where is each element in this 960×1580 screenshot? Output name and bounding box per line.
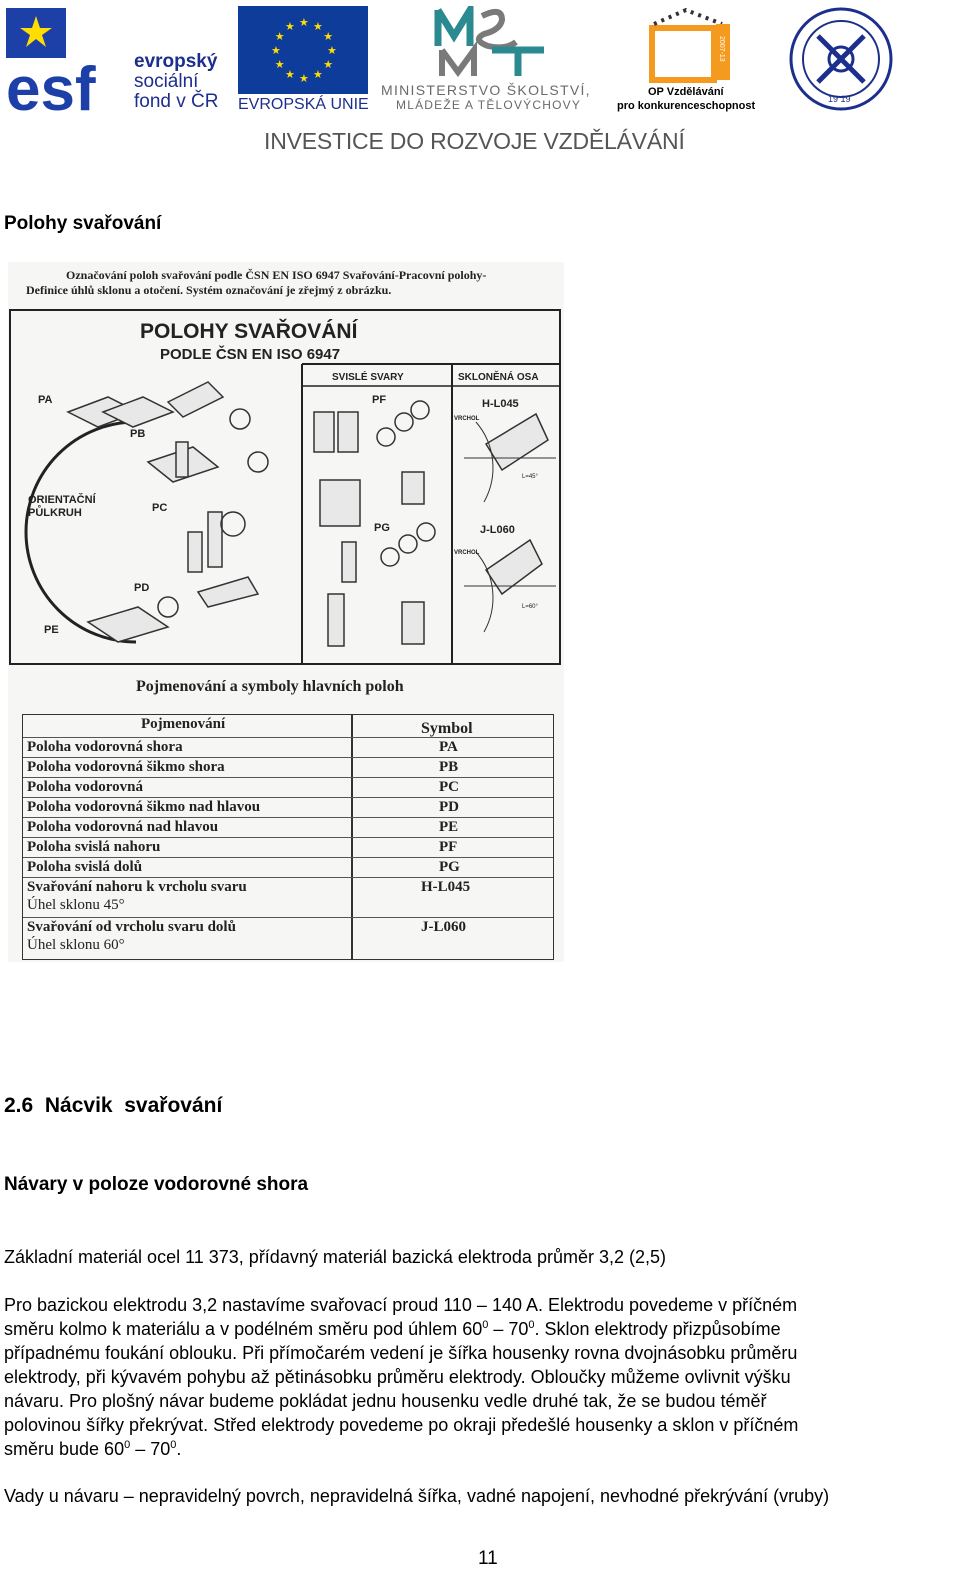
esf-line1: evropský bbox=[134, 51, 218, 72]
table-row-name: Poloha svislá nahoru bbox=[27, 839, 161, 855]
degree-sup: 0 bbox=[528, 1319, 535, 1331]
eu-star-icon: ★ bbox=[299, 17, 309, 29]
para-line-1: Pro bazickou elektrodu 3,2 nastavíme svařovací proud 110 – 140 A. Elektrodu povedeme v příčném bbox=[4, 1295, 798, 1315]
diagram-title-line1: POLOHY SVAŘOVÁNÍ bbox=[140, 320, 358, 343]
para-line-2b: – 70 bbox=[488, 1319, 529, 1339]
label-pe: PE bbox=[44, 624, 59, 636]
label-vrchol-2: VRCHOL bbox=[454, 550, 480, 556]
table-row-angle: Úhel sklonu 45° bbox=[27, 897, 125, 913]
paragraph-defects: Vady u návaru – nepravidelný povrch, nepravidelná šířka, vadné napojení, nevhodné překrývání (vruby) bbox=[4, 1486, 830, 1506]
eu-star-icon: ★ bbox=[285, 69, 295, 82]
para-line-3: případnému foukání oblouku. Při přímočarém vedení je šířka housenky rovna dvojnásobku průměru bbox=[4, 1343, 798, 1363]
half-circle-label: ORIENTAČNÍ PŮLKRUH bbox=[28, 494, 96, 519]
table-row-symbol: PE bbox=[439, 819, 459, 835]
section-heading-2-6: 2.6 Nácvik svařování bbox=[4, 1094, 223, 1117]
paragraph-material: Základní materiál ocel 11 373, přídavný materiál bazická elektroda průměr 3,2 (2,5) bbox=[4, 1247, 666, 1267]
table-row-angle: Úhel sklonu 60° bbox=[27, 937, 125, 953]
eu-star-icon: ★ bbox=[285, 20, 295, 33]
op-name-line1: OP Vzdělávání bbox=[648, 86, 724, 98]
table-row-symbol: PA bbox=[439, 739, 458, 755]
esf-line2: sociální bbox=[134, 71, 199, 92]
eu-star-icon: ★ bbox=[313, 69, 323, 82]
eu-star-icon: ★ bbox=[327, 45, 337, 57]
para-line-5: návaru. Pro plošný návar budeme pokládat jednu housenku vedle druhé tak, že se budou téměř bbox=[4, 1391, 767, 1411]
diagram-title-line2: PODLE ČSN EN ISO 6947 bbox=[160, 346, 341, 363]
para-line-2 bbox=[4, 1317, 954, 1341]
table-header-name: Pojmenování bbox=[141, 716, 226, 732]
investice-banner: INVESTICE DO ROZVOJE VZDĚLÁVÁNÍ bbox=[264, 128, 685, 154]
label-pb: PB bbox=[130, 428, 146, 440]
label-pf: PF bbox=[372, 394, 387, 406]
para-line-2a: směru kolmo k materiálu a v podélném směru pod úhlem 60 bbox=[4, 1319, 483, 1339]
table-row-symbol: J-L060 bbox=[421, 919, 466, 935]
eu-star-icon: ★ bbox=[274, 31, 285, 43]
col-vertical-welds: SVISLÉ SVARY bbox=[332, 372, 404, 383]
eu-flag-logo bbox=[238, 6, 368, 94]
eu-star-icon: ★ bbox=[299, 73, 309, 85]
label-j-l060: J-L060 bbox=[480, 524, 515, 536]
table-header-symbol: Symbol bbox=[421, 720, 473, 737]
label-pc: PC bbox=[152, 502, 168, 514]
table-row-name: Poloha svislá dolů bbox=[27, 859, 143, 875]
table-row-symbol: PF bbox=[439, 839, 458, 855]
table-row-name: Poloha vodorovná shora bbox=[27, 739, 183, 755]
table-caption: Pojmenování a symboly hlavních poloh bbox=[136, 678, 404, 695]
msmt-logo bbox=[432, 6, 548, 78]
degree-sup: 0 bbox=[482, 1319, 489, 1331]
eu-star-icon: ★ bbox=[313, 20, 323, 33]
scan-intro-line1: Označování poloh svařování podle ČSN EN ISO 6947 Svařování-Pracovní polohy- bbox=[66, 268, 487, 282]
page-number: 11 bbox=[478, 1548, 498, 1569]
school-seal-logo bbox=[788, 6, 894, 112]
esf-caption bbox=[134, 52, 218, 112]
positions-table bbox=[22, 714, 554, 960]
col-inclined-axis: SKLONĚNÁ OSA bbox=[458, 372, 539, 383]
table-row-name: Poloha vodorovná šikmo nad hlavou bbox=[27, 799, 261, 815]
scan-intro-line2: Definice úhlů sklonu a otočení. Systém označování je zřejmý z obrázku. bbox=[26, 283, 392, 297]
subheading-navary: Návary v poloze vodorovné shora bbox=[4, 1174, 309, 1195]
table-row-name: Svařování od vrcholu svaru dolů bbox=[27, 919, 236, 935]
op-logo bbox=[640, 6, 736, 86]
degree-sup: 0 bbox=[170, 1439, 177, 1451]
esf-logo bbox=[4, 6, 128, 114]
esf-mark-text: esf bbox=[6, 55, 96, 114]
para-line-7c: . bbox=[176, 1439, 182, 1459]
welding-positions-scan bbox=[8, 262, 564, 962]
table-row-name: Poloha vodorovná šikmo shora bbox=[27, 759, 225, 775]
table-row-name: Poloha vodorovná bbox=[27, 779, 143, 795]
label-pa: PA bbox=[38, 394, 53, 406]
table-row-symbol: H-L045 bbox=[421, 879, 471, 895]
table-row-symbol: PG bbox=[439, 859, 460, 875]
eu-star-icon: ★ bbox=[274, 59, 285, 71]
seal-year: 19 19 bbox=[828, 94, 851, 104]
label-pd: PD bbox=[134, 582, 150, 594]
eu-caption: EVROPSKÁ UNIE bbox=[238, 96, 369, 113]
label-angle-60: L=60° bbox=[522, 604, 538, 610]
op-years: 2007-13 bbox=[718, 36, 725, 62]
esf-line3: fond v ČR bbox=[134, 91, 219, 112]
msmt-name-line1: MINISTERSTVO ŠKOLSTVÍ, bbox=[381, 82, 591, 98]
msmt-name-line2: MLÁDEŽE A TĚLOVÝCHOVY bbox=[396, 98, 582, 112]
label-vrchol-1: VRCHOL bbox=[454, 416, 480, 422]
degree-sup: 0 bbox=[124, 1439, 131, 1451]
label-pg: PG bbox=[374, 522, 390, 534]
para-line-2c: . Sklon elektrody přizpůsobíme bbox=[534, 1319, 781, 1339]
label-angle-45: L=45° bbox=[522, 474, 538, 480]
paragraph-technique bbox=[4, 1293, 954, 1461]
section-title-polohy: Polohy svařování bbox=[4, 213, 162, 234]
table-row-name: Svařování nahoru k vrcholu svaru bbox=[27, 879, 247, 895]
label-h-l045: H-L045 bbox=[482, 398, 519, 410]
para-line-4: elektrody, při kývavém pohybu až pětinásobku průměru elektrody. Obloučky můžeme ovlivnit výšku bbox=[4, 1367, 791, 1387]
para-line-7a: směru bude 60 bbox=[4, 1439, 125, 1459]
eu-star-icon: ★ bbox=[323, 59, 334, 71]
para-line-6: polovinou šířky překrývat. Střed elektrody povedeme po okraji předešlé housenky a sklon v příčném bbox=[4, 1415, 799, 1435]
para-line-7b: – 70 bbox=[130, 1439, 171, 1459]
eu-star-icon: ★ bbox=[271, 45, 281, 57]
table-row-name: Poloha vodorovná nad hlavou bbox=[27, 819, 219, 835]
table-row-symbol: PC bbox=[439, 779, 459, 795]
table-row-symbol: PB bbox=[439, 759, 459, 775]
para-line-7 bbox=[4, 1437, 954, 1461]
table-row-symbol: PD bbox=[439, 799, 459, 815]
op-name-line2: pro konkurenceschopnost bbox=[617, 100, 756, 112]
eu-star-icon: ★ bbox=[323, 31, 334, 43]
